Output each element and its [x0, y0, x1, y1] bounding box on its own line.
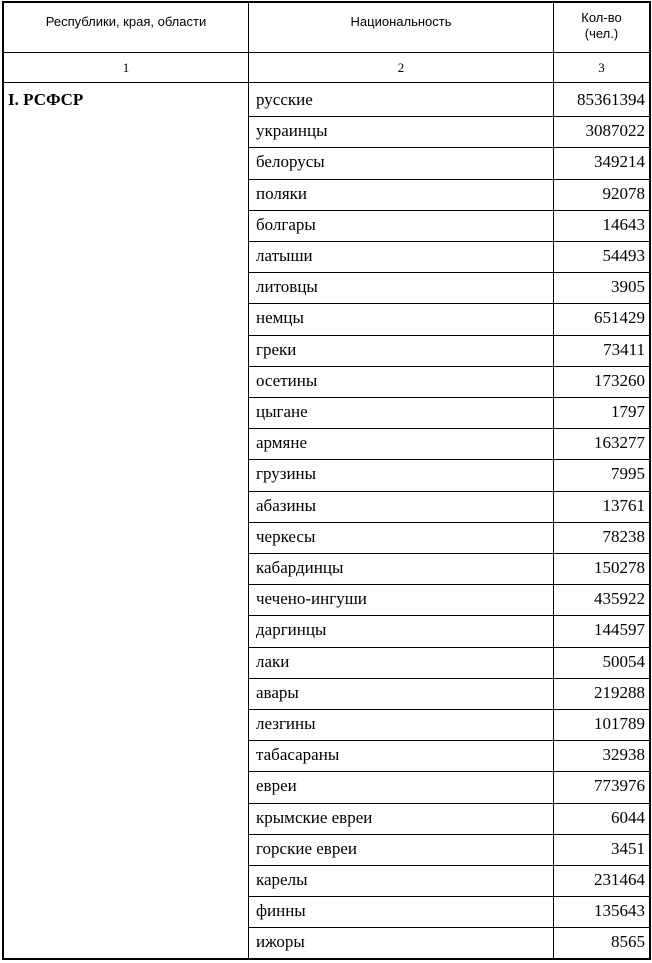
count-cell: 144597	[594, 620, 645, 640]
count-cell: 231464	[594, 870, 645, 889]
row-divider	[248, 335, 651, 336]
row-divider	[248, 210, 651, 211]
row-divider	[248, 834, 651, 835]
header-divider	[2, 52, 651, 53]
row-divider	[248, 615, 651, 616]
table-row	[249, 210, 651, 241]
row-divider	[248, 678, 651, 679]
row-divider	[248, 397, 651, 398]
count-cell: 219288	[594, 682, 645, 702]
numbering-divider	[2, 82, 651, 83]
nationality-cell: латыши	[256, 246, 313, 265]
count-cell: 135643	[594, 901, 645, 921]
count-cell: 73411	[603, 339, 645, 359]
row-divider	[248, 428, 651, 429]
nationality-cell: крымские евреи	[256, 807, 373, 827]
nationality-cell: черкесы	[256, 526, 316, 546]
row-divider	[248, 147, 651, 148]
nationality-cell: поляки	[256, 183, 308, 203]
row-divider	[248, 366, 651, 367]
row-divider	[248, 179, 651, 180]
nationality-cell: абазины	[256, 495, 317, 515]
header-nationality: Национальность	[350, 14, 452, 29]
count-cell: 54493	[602, 246, 645, 265]
column-number-2: 2	[397, 60, 405, 75]
nationality-cell: греки	[256, 339, 297, 359]
header-count-line1: Кол-во	[581, 10, 622, 25]
count-cell: 85361394	[577, 90, 645, 109]
table-row	[249, 147, 651, 178]
nationality-cell: болгары	[256, 214, 316, 234]
nationality-cell: русские	[256, 90, 313, 109]
row-divider	[248, 459, 651, 460]
header-regions: Республики, края, области	[45, 14, 207, 29]
nationality-cell: грузины	[256, 464, 317, 484]
table-row	[249, 584, 651, 615]
table-row	[249, 865, 651, 896]
count-cell: 349214	[594, 152, 645, 172]
row-divider	[248, 522, 651, 523]
table-row	[249, 303, 651, 334]
nationality-cell: кабардинцы	[256, 558, 344, 577]
row-divider	[248, 303, 651, 304]
row-divider	[248, 865, 651, 866]
count-cell: 14643	[602, 214, 645, 234]
nationality-cell: немцы	[256, 308, 304, 328]
nationality-cell: табасараны	[256, 745, 340, 765]
table-row	[249, 85, 651, 116]
row-divider	[248, 491, 651, 492]
count-cell: 92078	[602, 183, 645, 203]
row-divider	[248, 740, 651, 741]
row-divider	[248, 553, 651, 554]
table-row	[249, 615, 651, 646]
table-row	[249, 709, 651, 740]
row-divider	[248, 116, 651, 117]
count-cell: 3087022	[585, 121, 645, 141]
table-row	[249, 397, 651, 428]
table-row	[249, 491, 651, 522]
nationality-cell: финны	[256, 901, 306, 921]
row-divider	[248, 241, 651, 242]
table-row	[249, 834, 651, 865]
table-row	[249, 428, 651, 459]
table-row	[249, 678, 651, 709]
count-cell: 3905	[611, 277, 645, 297]
table-row	[249, 522, 651, 553]
nationality-cell: карелы	[256, 870, 308, 889]
table-row	[249, 272, 651, 303]
table-row	[249, 927, 651, 958]
column-number-1: 1	[122, 60, 130, 75]
count-cell: 435922	[594, 589, 645, 609]
header-count-line2: (чел.)	[584, 26, 619, 41]
count-cell: 101789	[594, 714, 645, 733]
count-cell: 7995	[611, 464, 645, 484]
nationality-cell: авары	[256, 682, 299, 702]
nationality-cell: цыгане	[256, 402, 308, 421]
count-cell: 78238	[602, 526, 645, 546]
count-cell: 773976	[594, 776, 645, 796]
row-divider	[248, 803, 651, 804]
table-row	[249, 335, 651, 366]
table-row	[249, 179, 651, 210]
row-divider	[248, 272, 651, 273]
nationality-cell: белорусы	[256, 152, 325, 172]
nationality-cell: литовцы	[256, 277, 318, 297]
table-row	[249, 740, 651, 771]
nationality-cell: даргинцы	[256, 620, 327, 640]
table-row	[249, 553, 651, 584]
count-cell: 32938	[602, 745, 645, 765]
nationality-cell: лезгины	[256, 714, 316, 733]
count-cell: 173260	[594, 370, 645, 390]
row-divider	[248, 771, 651, 772]
nationality-cell: ижоры	[256, 932, 305, 952]
row-divider	[248, 927, 651, 928]
nationality-cell: евреи	[256, 776, 297, 796]
nationality-cell: чечено-ингуши	[256, 589, 367, 609]
nationality-cell: осетины	[256, 370, 318, 390]
count-cell: 3451	[611, 838, 645, 858]
count-cell: 50054	[602, 651, 645, 671]
table-row	[249, 771, 651, 802]
table-row	[249, 366, 651, 397]
count-cell: 13761	[602, 495, 645, 515]
table-row	[249, 803, 651, 834]
table-row	[249, 896, 651, 927]
row-divider	[248, 896, 651, 897]
nationality-cell: украинцы	[256, 121, 328, 141]
column-number-3: 3	[598, 60, 605, 75]
nationality-cell: горские евреи	[256, 838, 357, 858]
table-row	[249, 241, 651, 272]
header-count	[554, 10, 649, 42]
count-cell: 163277	[594, 433, 645, 453]
count-cell: 150278	[594, 558, 645, 577]
row-divider	[248, 647, 651, 648]
count-cell: 8565	[611, 932, 645, 952]
table-row	[249, 647, 651, 678]
row-divider	[248, 584, 651, 585]
count-cell: 1797	[611, 402, 645, 421]
nationality-cell: армяне	[256, 433, 308, 453]
count-cell: 651429	[594, 308, 645, 328]
row-divider	[248, 709, 651, 710]
table-row	[249, 116, 651, 147]
nationality-cell: лаки	[256, 651, 290, 671]
count-cell: 6044	[611, 807, 645, 827]
region-label: I. РСФСР	[8, 90, 84, 109]
table-row	[249, 459, 651, 490]
